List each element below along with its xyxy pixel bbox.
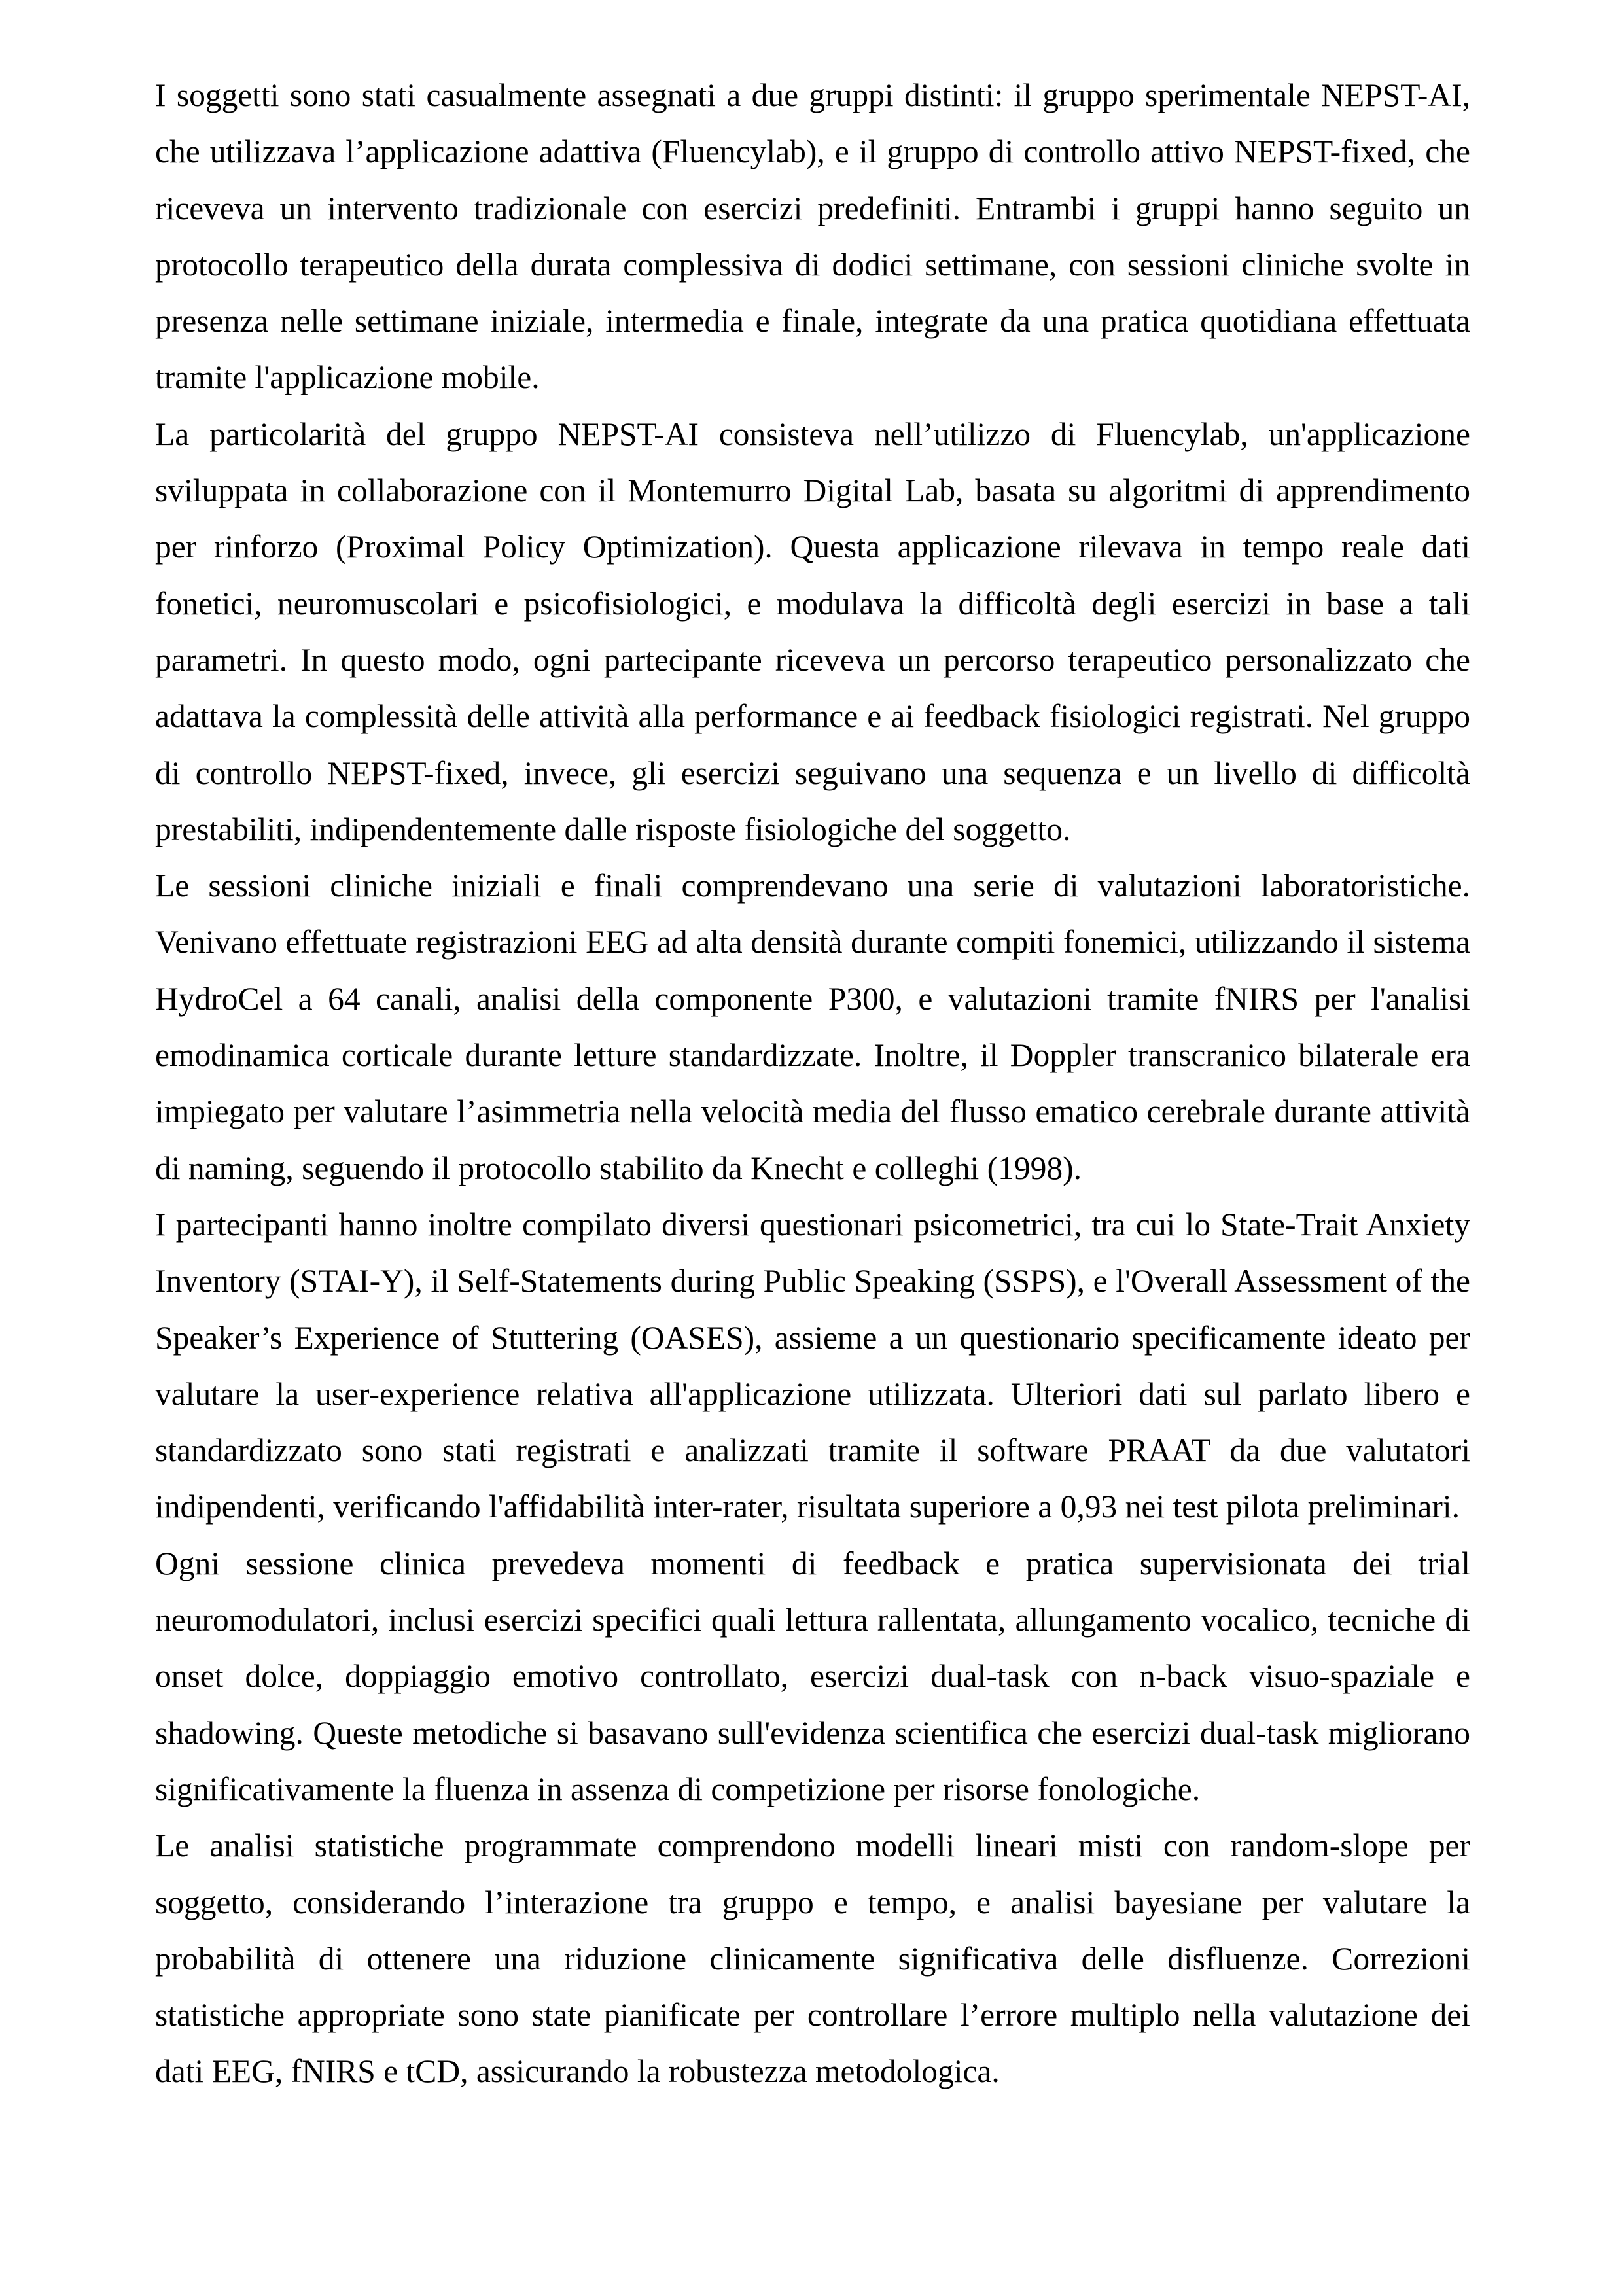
paragraph-group-assignment: I soggetti sono stati casualmente assegnati a due gruppi distinti: il gruppo sperimentale NEPST-AI, che utilizzava l’applicazione adattiva (Fluencylab), e il gruppo di controllo attivo NEPST-fixed, che riceveva un intervento tradizionale con esercizi predefiniti. Entrambi i gruppi hanno seguito un protocollo terapeutico della durata complessiva di dodici settimane, con sessioni cliniche svolte in presenza nelle settimane iniziale, intermedia e finale, integrate da una pratica quotidiana effettuata tramite l'applicazione mobile. bbox=[155, 77, 1470, 396]
paragraph-statistical-analysis: Le analisi statistiche programmate comprendono modelli lineari misti con random-slope per soggetto, considerando l’interazione tra gruppo e tempo, e analisi bayesiane per valutare la probabilità di ottenere una riduzione clinicamente significativa delle disfluenze. Correzioni statistiche appropriate sono state pianificate per controllare l’errore multiplo nella valutazione dei dati EEG, fNIRS e tCD, assicurando la robustezza metodologica. bbox=[155, 1828, 1470, 2090]
paragraph-nepst-ai-description: La particolarità del gruppo NEPST-AI consisteva nell’utilizzo di Fluencylab, un'applicazione sviluppata in collaborazione con il Montemurro Digital Lab, basata su algoritmi di apprendimento per rinforzo (Proximal Policy Optimization). Questa applicazione rilevava in tempo reale dati fonetici, neuromuscolari e psicofisiologici, e modulava la difficoltà degli esercizi in base a tali parametri. In questo modo, ogni partecipante riceveva un percorso terapeutico personalizzato che adattava la complessità delle attività alla performance e ai feedback fisiologici registrati. Nel gruppo di controllo NEPST-fixed, invece, gli esercizi seguivano una sequenza e un livello di difficoltà prestabiliti, indipendentemente dalle risposte fisiologiche del soggetto. bbox=[155, 415, 1470, 847]
document-page bbox=[155, 67, 1470, 2100]
paragraph-session-exercises: Ogni sessione clinica prevedeva momenti di feedback e pratica supervisionata dei trial neuromodulatori, inclusi esercizi specifici quali lettura rallentata, allungamento vocalico, tecniche di onset dolce, doppiaggio emotivo controllato, esercizi dual-task con n-back visuo-spaziale e shadowing. Queste metodiche si basavano sull'evidenza scientifica che esercizi dual-task migliorano significativamente la fluenza in assenza di competizione per risorse fonologiche. bbox=[155, 1545, 1470, 1807]
paragraph-questionnaires: I partecipanti hanno inoltre compilato diversi questionari psicometrici, tra cui lo State-Trait Anxiety Inventory (STAI-Y), il Self-Statements during Public Speaking (SSPS), e l'Overall Assessment of the Speaker’s Experience of Stuttering (OASES), assieme a un questionario specificamente ideato per valutare la user-experience relativa all'applicazione utilizzata. Ulteriori dati sul parlato libero e standardizzato sono stati registrati e analizzati tramite il software PRAAT da due valutatori indipendenti, verificando l'affidabilità inter-rater, risultata superiore a 0,93 nei test pilota preliminari. bbox=[155, 1206, 1470, 1525]
paragraph-clinical-sessions: Le sessioni cliniche iniziali e finali comprendevano una serie di valutazioni laboratoristiche. Venivano effettuate registrazioni EEG ad alta densità durante compiti fonemici, utilizzando il sistema HydroCel a 64 canali, analisi della componente P300, e valutazioni tramite fNIRS per l'analisi emodinamica corticale durante letture standardizzate. Inoltre, il Doppler transcranico bilaterale era impiegato per valutare l’asimmetria nella velocità media del flusso ematico cerebrale durante attività di naming, seguendo il protocollo stabilito da Knecht e colleghi (1998). bbox=[155, 868, 1470, 1186]
